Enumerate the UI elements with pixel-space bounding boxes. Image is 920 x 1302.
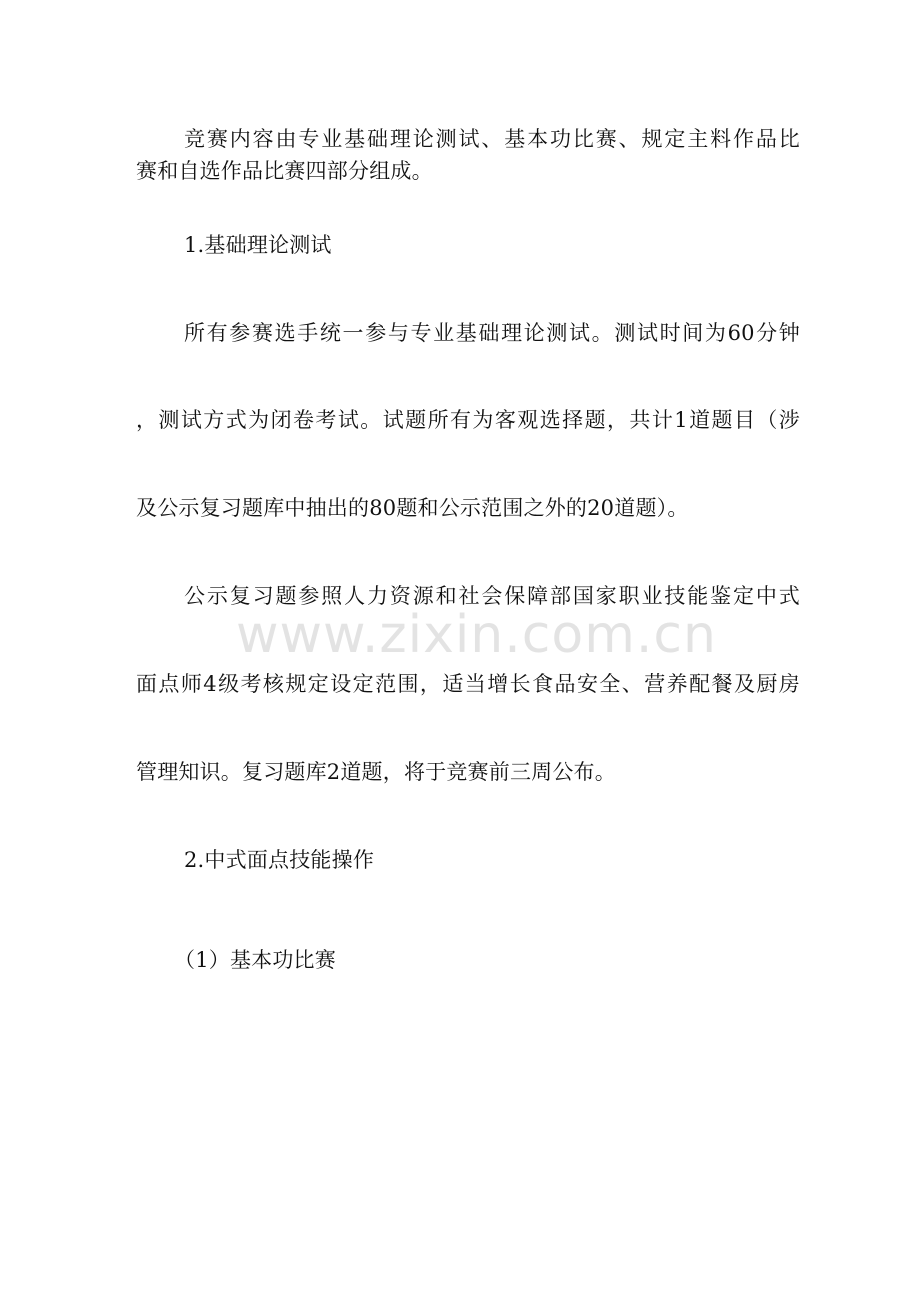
paragraph-line: 公示复习题参照人力资源和社会保障部国家职业技能鉴定中式 xyxy=(184,584,800,608)
watermark: www.zixin.com.cn xyxy=(236,605,717,665)
paragraph-line: 竞赛内容由专业基础理论测试、基本功比赛、规定主料作品比 xyxy=(184,127,800,151)
subsection-heading: （1）基本功比赛 xyxy=(174,948,336,972)
paragraph-line: 面点师4级考核规定设定范围，适当增长食品安全、营养配餐及厨房 xyxy=(136,672,800,696)
paragraph-line: 所有参赛选手统一参与专业基础理论测试。测试时间为60分钟 xyxy=(184,321,800,345)
paragraph-line: 管理知识。复习题库2道题，将于竞赛前三周公布。 xyxy=(136,760,616,784)
paragraph-line: 及公示复习题库中抽出的80题和公示范围之外的20道题）。 xyxy=(136,496,689,520)
paragraph-line: 赛和自选作品比赛四部分组成。 xyxy=(136,159,433,183)
section-heading: 1.基础理论测试 xyxy=(184,233,332,257)
section-heading: 2.中式面点技能操作 xyxy=(184,848,375,872)
paragraph-line: ，测试方式为闭卷考试。试题所有为客观选择题，共计1道题目（涉 xyxy=(136,408,800,432)
